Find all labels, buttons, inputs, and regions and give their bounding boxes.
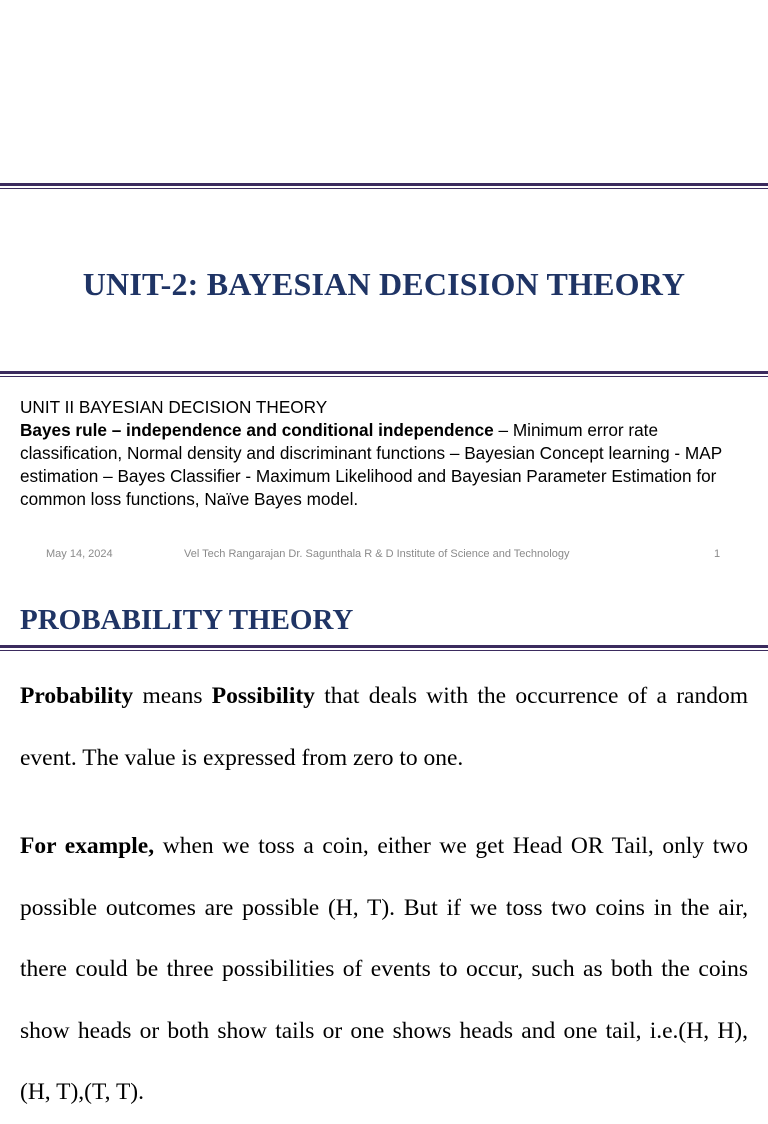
term-possibility: Possibility [211,683,315,709]
definition-text-1: means [133,683,212,709]
syllabus-topic-bold: Bayes rule – independence and conditional independence [20,420,494,440]
syllabus-block [20,396,755,511]
definition-text-2: that deals with the occurrence of a random event. The value is expressed from zero to one. [20,683,748,771]
definition-paragraph [20,666,748,789]
example-text: when we toss a coin, either we get Head OR Tail, only two possible outcomes are possible (H, T). But if we toss two coins in the air, there could be three possibilities of events to occur, such as both the coins show heads or both show tails or one shows heads and one tail, i.e.(H, H), (H, T),(T, T). [20,833,748,1105]
term-probability: Probability [20,683,134,709]
example-paragraph [20,816,748,1124]
syllabus-heading: UNIT II BAYESIAN DECISION THEORY [20,397,328,417]
slide-title: UNIT-2: BAYESIAN DECISION THEORY [82,266,686,302]
footer-date: May 14, 2024 [46,548,113,560]
example-lead: For example, [20,833,155,859]
footer-institution: Vel Tech Rangarajan Dr. Sagunthala R & D Institute of Science and Technology [184,548,570,560]
syllabus-topic-list: – Minimum error rate classification, Normal density and discriminant functions – Bayesian Concept learning - MAP estimation – Bayes Classifier - Maximum Likelihood and Bayesian Parameter Estimation for common loss functions, Naïve Bayes model. [20,420,722,509]
footer-page-number: 1 [714,548,721,560]
section-title: PROBABILITY THEORY [20,604,354,636]
